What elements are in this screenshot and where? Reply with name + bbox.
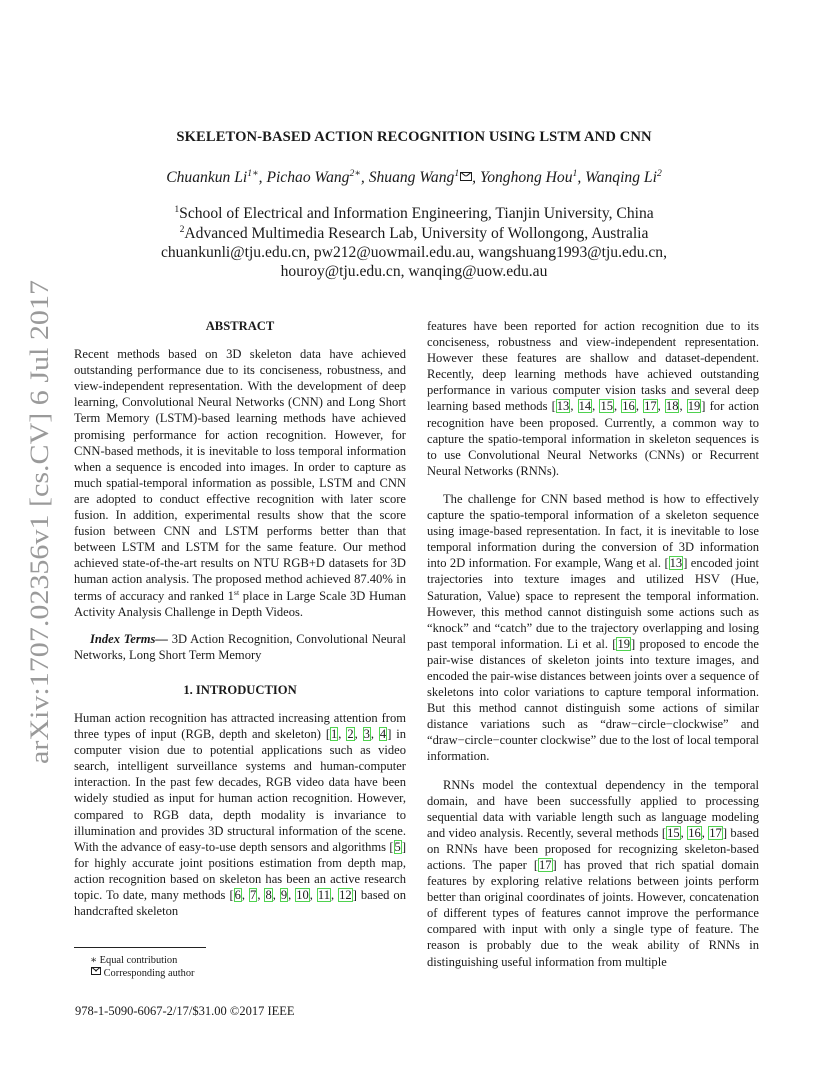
author-list (0, 169, 828, 187)
introduction-text: Human action recognition has attracted increasing attention from three types of input (RGB, depth and skeleton) [1, 2, 3, 4] in computer vision due to potential applications such as video search, intelligent surveillance systems and human-computer interaction. In the past few decades, RGB video data have been widely studied as input for human action recognition. However, compared to RGB data, depth modality is invariance to illumination and provides 3D structural information of the scene. With the advance of easy-to-use depth sensors and algorithms [5] for highly accurate joint positions estimation from depth map, action recognition based on skeleton has been an active research topic. To date, many methods [6, 7, 8, 9, 10, 11, 12] based on handcrafted skeleton (74, 710, 407, 919)
introduction-heading: 1. INTRODUCTION (183, 682, 297, 697)
intro-body: in computer vision due to potential applications such as video search, intelligent surveillance systems and human-computer interaction. In the past few decades, RGB video data have been widely studied as input for human action recognition. However, compared to RGB data, depth modality is invariance to illumination and provides 3D structural information of the scene. With the advance of easy-to-use depth sensors and algorithms (74, 727, 407, 854)
envelope-icon (460, 172, 472, 181)
footnote-mark: ∗ (90, 955, 98, 966)
citation-link[interactable]: 19 (617, 636, 631, 651)
citation-link[interactable]: 7 (250, 888, 257, 902)
email-line-1: chuankunli@tju.edu.cn, pw212@uowmail.edu.au, wangshuang1993@tju.edu.cn, (160, 244, 668, 261)
paper-title: SKELETON-BASED ACTION RECOGNITION USING LSTM AND CNN (176, 129, 652, 145)
citation-link[interactable]: 4 (379, 727, 387, 742)
citation-link[interactable]: 13 (556, 399, 570, 414)
isbn-price: 978-1-5090-6067-2/17/$31.00 (75, 1004, 230, 1018)
abstract-heading: ABSTRACT (205, 319, 275, 333)
copyright-symbol: © (229, 1004, 240, 1018)
author-separator: , (472, 169, 480, 186)
footnote-text: Corresponding author (103, 968, 195, 979)
citation-link[interactable]: 16 (622, 399, 635, 414)
author-mark: 1∗ (247, 167, 259, 179)
intro-body: based on handcrafted skeleton (74, 888, 406, 919)
body-text: features have been reported for action recognition due to its conciseness, robustness and view-independent representation. However these features are shallow and dataset-dependent. Recently, deep learning methods have achieved outstanding performance in various computer vision tasks and several deep learning based methods (427, 319, 759, 414)
arxiv-stamp (18, 270, 58, 770)
citation-link[interactable]: 1 (331, 727, 338, 742)
body-text: proposed to encode the pair-wise distances of skeleton joints into texture images, and encoded the pair-wise distances between joints over a sequence of skeletons into color variations to capture temporal information. But this method cannot distinguish some actions of similar distance variations such as “draw−circle−clockwise” and “draw−circle−counter clockwise” due to the lost of local temporal information. (427, 636, 759, 764)
right-paragraph-2: The challenge for CNN based method is how to effectively capture the spatio-temporal information of a skeleton sequence using image-based representation. In fact, it is inevitable to lose temporal information during the conversion of 3D information into 2D information. For example, Wang et al. [13] encoded joint trajectories into texture images and utilized HSV (Hue, Saturation, Value) space to represent the temporal information. However, this method cannot distinguish some actions such as “knock” and “catch” due to the trajectory overlapping and losing past temporal information. Li et al. [19] proposed to encode the pair-wise distances of skeleton joints into texture images, and encoded the pair-wise distances between joints over a sequence of skeletons into color variations to capture temporal information. But this method cannot distinguish some actions of similar distance variations such as “draw−circle−clockwise” and “draw−circle−counter clockwise” due to the lost of local temporal information. (427, 491, 759, 764)
citation-link[interactable]: 19 (687, 399, 701, 414)
author-mark: 1 (572, 167, 578, 179)
author-name: Pichao Wang (266, 169, 350, 186)
citation-link[interactable]: 6 (234, 888, 241, 902)
author-separator: , (577, 169, 586, 186)
citation-link[interactable]: 9 (280, 888, 288, 902)
author-name: Yonghong Hou (479, 169, 573, 186)
copyright-text: 2017 IEEE (239, 1004, 295, 1018)
right-paragraph-1: features have been reported for action recognition due to its conciseness, robustness and view-independent representation. However these features are shallow and dataset-dependent. Recently, deep learning methods have achieved outstanding performance in various computer vision tasks and several deep learning based methods [13, 14, 15, 16, 17, 18, 19] for action recognition have been proposed. Currently, a common way to capture the spatio-temporal information in skeleton sequences is to use Convolutional Neural Networks (CNNs) or Recurrent Neural Networks (RNNs). (427, 319, 760, 478)
author-name: Wanqing Li (585, 169, 657, 186)
citation-link[interactable]: 3 (363, 727, 370, 742)
citation-link[interactable]: 14 (578, 399, 592, 414)
author-mark: 2 (656, 167, 662, 179)
right-paragraph-3: RNNs model the contextual dependency in the temporal domain, and have been successfully applied to processing sequential data with variable length such as language modeling and video analysis. Recently, several methods [15, 16, 17] based on RNNs have been proposed for recognizing skeleton-based actions. The paper [17] has proved that rich spatial domain features by exploring relative relations between joints perform better than original coordinates of joints. However, concatenation of different types of features cannot improve the performance compared with input with only a single type of feature. The reason is probably due to the weak ability of RNNs in distinguishing useful information from multiple (427, 777, 759, 969)
footnote-corresponding-author (90, 967, 195, 979)
body-text: The challenge for CNN based method is how to effectively capture the spatio-temporal information of a skeleton sequence using image-based representation. In fact, it is inevitable to lose temporal information during the conversion of 3D information into 2D information. For example, Wang et al. (427, 491, 759, 571)
intro-body: Human action recognition has attracted increasing attention from three types of input (RGB, depth and skeleton) (74, 710, 406, 742)
citation-link[interactable]: 8 (265, 888, 272, 902)
author-mark: 2∗ (349, 167, 361, 179)
envelope-icon (91, 967, 101, 975)
body-text: based on RNNs have been proposed for recognizing skeleton-based actions. The paper (427, 825, 759, 872)
citation-link[interactable]: 18 (665, 399, 679, 414)
citation-link[interactable]: 15 (667, 825, 680, 840)
affiliation-2 (0, 225, 828, 243)
citation-link[interactable]: 13 (669, 556, 683, 571)
citation-link[interactable]: 2 (347, 727, 354, 742)
intro-body: for highly accurate joint positions estimation from depth map, action recognition based on skeleton has been an active research topic. To date, many methods (74, 855, 406, 902)
abstract-body: Recent methods based on 3D skeleton data have achieved outstanding performance due to its conciseness, robustness, and view-independent representation. With the development of deep learning, Convolutional Neural Networks (CNN) and Long Short Term Memory (LSTM)-based learning methods have achieved promising performance for action recognition. However, for CNN-based methods, it is inevitable to loss temporal information when a sequence is encoded into images. In order to capture as much spatial-temporal information as possible, LSTM and CNN are adopted to conduct effective recognition with later score fusion. In addition, experimental results show that the score fusion between CNN and LSTM performs better than that between LSTM and LSTM for the same feature. Our method achieved state-of-the-art results on NTU RGB+D datasets for 3D human action analysis. The proposed method achieved 87.40% in terms of accuracy and ranked 1 (74, 347, 406, 603)
affiliation-1 (0, 205, 828, 223)
body-text: RNNs model the contextual dependency in the temporal domain, and have been successfully applied to processing sequential data with variable length such as language modeling and video analysis. Recently, several methods (427, 777, 759, 840)
citation-link[interactable]: 17 (644, 399, 657, 414)
citation-link[interactable]: 17 (539, 858, 552, 872)
abstract-body-tail: place in Large Scale 3D Human Activity Analysis Challenge in Depth Videos. (74, 588, 406, 619)
author-separator: , (258, 169, 267, 186)
footnote-rule (74, 947, 206, 948)
citation-link[interactable]: 17 (709, 825, 722, 840)
index-terms-label: Index Terms— (90, 631, 168, 646)
body-text: has proved that rich spatial domain features by exploring relative relations between joints perform better than original coordinates of joints. However, concatenation of different types of features cannot improve the performance compared with input with only a single type of feature. The reason is probably due to the weak ability of RNNs in distinguishing useful information from multiple (427, 858, 759, 969)
ordinal-suffix: st (233, 587, 240, 597)
body-text: for action recognition have been proposed. Currently, a common way to capture the spatio-temporal information in skeleton sequences is to use Convolutional Neural Networks (CNNs) or Recurrent Neural Networks (RNNs). (427, 399, 760, 478)
author-mark: 1 (454, 167, 460, 179)
affiliation-text: Advanced Multimedia Research Lab, University of Wollongong, Australia (184, 225, 649, 242)
author-name: Chuankun Li (166, 169, 248, 186)
affiliation-mark: 1 (174, 203, 180, 215)
right-column (427, 318, 759, 970)
left-column (74, 318, 406, 919)
citation-link[interactable]: 10 (296, 888, 309, 902)
index-terms (74, 631, 406, 663)
affiliation-mark: 2 (179, 223, 185, 235)
abstract-text (74, 346, 406, 620)
author-name: Shuang Wang (368, 169, 455, 186)
page-footer (75, 1004, 295, 1019)
author-separator: , (360, 169, 369, 186)
citation-link[interactable]: 15 (600, 399, 613, 414)
citation-link[interactable]: 11 (317, 888, 331, 902)
affiliation-text: School of Electrical and Information Engineering, Tianjin University, China (179, 205, 654, 222)
arxiv-stamp-text: arXiv:1707.02356v1 [cs.CV] 6 Jul 2017 (24, 337, 54, 764)
footnote-text: Equal contribution (99, 955, 178, 966)
citation-link[interactable]: 16 (688, 825, 701, 840)
footnote-equal-contribution (90, 954, 177, 966)
citation-link[interactable]: 5 (394, 839, 401, 854)
index-terms-text: 3D Action Recognition, Convolutional Neural Networks, Long Short Term Memory (74, 631, 406, 662)
email-line-2: houroy@tju.edu.cn, wanqing@uow.edu.au (280, 263, 548, 280)
body-text: encoded joint trajectories into texture images and utilized HSV (Hue, Saturation, Value) space to represent the temporal information. However, this method cannot distinguish some actions such as “knock” and “catch” due to the trajectory overlapping and losing past temporal information. Li et al. (427, 556, 759, 651)
citation-link[interactable]: 12 (339, 888, 352, 902)
